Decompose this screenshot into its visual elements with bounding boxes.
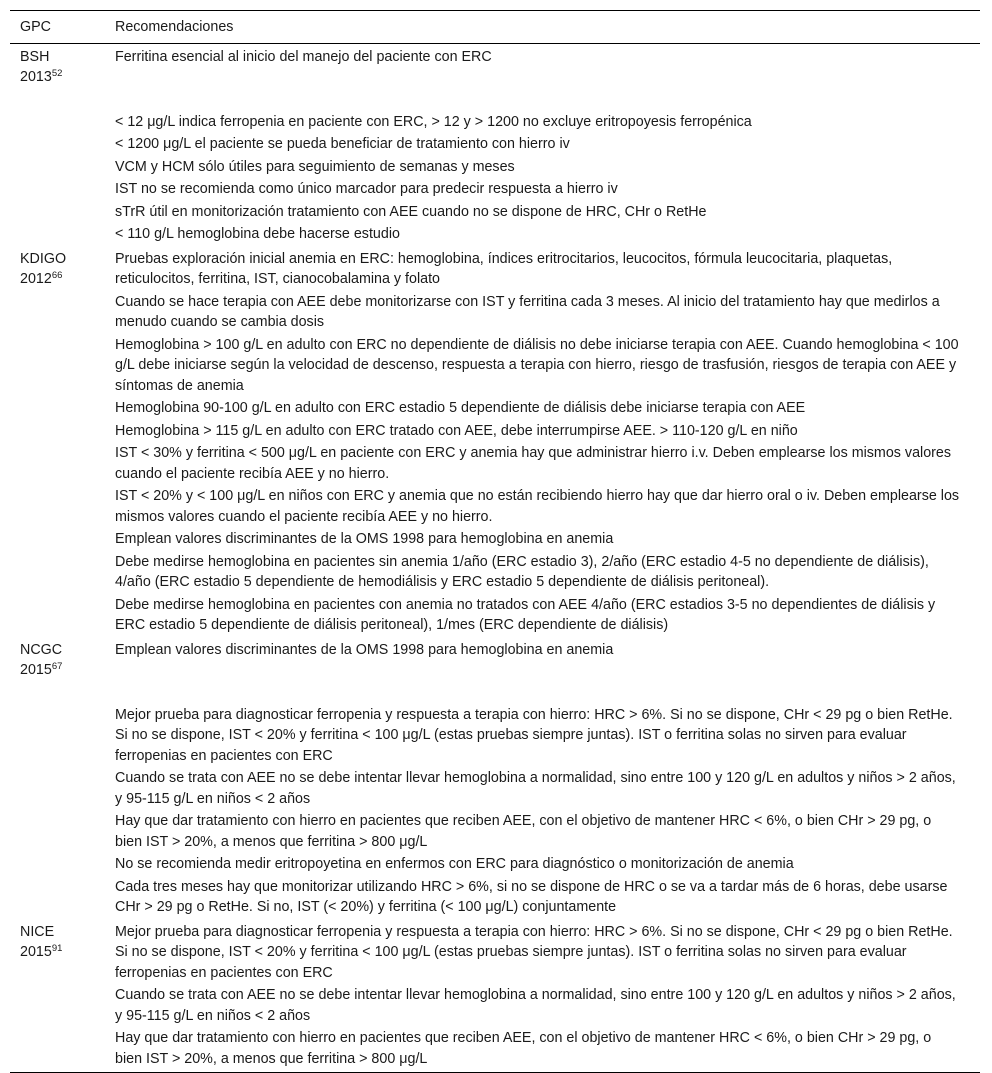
recommendation-text: Pruebas exploración inicial anemia en ERC: hemoglobina, índices eritrocitarios, leucocitos, fórmula leucocitaria, plaquetas, reticulocitos, ferritina, IST, cianocobalamina y folato	[115, 250, 893, 287]
table-row	[10, 43, 980, 89]
table-row	[10, 291, 980, 334]
gpc-cell	[10, 682, 115, 768]
recommendation-text: Cuando se hace terapia con AEE debe monitorizarse con IST y ferritina cada 3 meses. Al inicio del tratamiento hay que medirlos a menudo cuando se cambia dosis	[115, 293, 940, 330]
recommendation-text: Cuando se trata con AEE no se debe intentar llevar hemoglobina a normalidad, sino entre 100 y 120 g/L en adultos y niños > 2 años, y 95-115 g/L en niños < 2 años	[115, 770, 956, 807]
recommendation-text: Hemoglobina 90-100 g/L en adulto con ERC estadio 5 dependiente de diálisis debe iniciarse terapia con AEE	[115, 400, 806, 416]
table-row	[10, 528, 980, 551]
guideline-year: 2013	[20, 69, 52, 85]
gpc-cell	[10, 442, 115, 485]
gpc-cell	[10, 156, 115, 179]
gpc-cell	[10, 767, 115, 810]
gpc-cell	[10, 43, 115, 89]
recommendations-table-container	[10, 10, 980, 1073]
table-header	[10, 11, 980, 44]
guideline-reference: 66	[51, 270, 63, 281]
recommendation-text: Ferritina esencial al inicio del manejo del paciente con ERC	[115, 48, 492, 65]
table-row	[10, 594, 980, 637]
gpc-cell	[10, 420, 115, 443]
guideline-name: KDIGO	[20, 250, 67, 267]
table-row	[10, 420, 980, 443]
table-row	[10, 810, 980, 853]
guideline-name: BSH	[20, 48, 50, 65]
gpc-cell	[10, 334, 115, 398]
recommendation-text: Debe medirse hemoglobina en pacientes con anemia no tratados con AEE 4/año (ERC estadios 3-5 no dependientes de diálisis y ERC estadio 5 dependiente de diálisis peritoneal), 1/mes (ERC dependiente de diálisis)	[115, 596, 936, 633]
guideline-name: NICE	[20, 923, 55, 940]
gpc-cell	[10, 397, 115, 420]
gpc-cell	[10, 291, 115, 334]
recommendation-text: Hemoglobina > 100 g/L en adulto con ERC no dependiente de diálisis no debe iniciarse terapia con AEE. Cuando hemoglobina < 100 g/L debe iniciarse según la velocidad de descenso, respuesta a terapia con hierro, riesgo de trasfusión, riesgos de terapia con AEE y síntomas de anemia	[115, 336, 959, 394]
header-recomendaciones: Recomendaciones	[115, 11, 980, 44]
guideline-year: 2015	[20, 944, 52, 960]
guideline-reference: 91	[51, 943, 63, 954]
table-row	[10, 133, 980, 156]
recommendation-text: Hemoglobina > 115 g/L en adulto con ERC tratado con AEE, debe interrumpirse AEE. > 110-120 g/L en niño	[115, 422, 798, 439]
recommendation-text: Emplean valores discriminantes de la OMS 1998 para hemoglobina en anemia	[115, 531, 614, 547]
table-row	[10, 637, 980, 682]
gpc-cell	[10, 485, 115, 528]
gpc-cell	[10, 133, 115, 156]
recommendation-text: Cuando se trata con AEE no se debe intentar llevar hemoglobina a normalidad, sino entre 100 y 120 g/L en adultos y niños > 2 años, y 95-115 g/L en niños < 2 años	[115, 987, 956, 1024]
table-row	[10, 853, 980, 876]
gpc-cell	[10, 853, 115, 876]
recommendation-text: Mejor prueba para diagnosticar ferropenia y respuesta a terapia con hierro: HRC > 6%. Si no se dispone, CHr < 29 pg o bien RetHe. Si no se dispone, IST < 20% y ferritina < 100 μg/L (estas pruebas siempre juntas). IST o ferritina solas no sirven para evaluar ferropenias en pacientes con ERC	[115, 923, 953, 981]
gpc-cell	[10, 810, 115, 853]
recommendation-text: Hay que dar tratamiento con hierro en pacientes que reciben AEE, con el objetivo de mantener HRC < 6%, o bien CHr > 29 pg, o bien IST > 20%, a menos que ferritina > 800 μg/L	[115, 813, 932, 850]
table-row	[10, 201, 980, 224]
guideline-reference: 52	[51, 68, 63, 79]
table-row	[10, 767, 980, 810]
gpc-cell	[10, 551, 115, 594]
recommendation-text: Emplean valores discriminantes de la OMS 1998 para hemoglobina en anemia	[115, 641, 614, 658]
gpc-cell	[10, 984, 115, 1027]
recommendation-text: IST < 30% y ferritina < 500 μg/L en paciente con ERC y anemia hay que administrar hierro i.v. Deben emplearse los mismos valores cuando el paciente recibía AEE y no hierro.	[115, 445, 952, 482]
table-row	[10, 876, 980, 919]
guideline-reference: 67	[51, 661, 63, 672]
gpc-cell	[10, 178, 115, 201]
table-row	[10, 89, 980, 134]
gpc-cell	[10, 528, 115, 551]
table-row	[10, 682, 980, 768]
gpc-cell	[10, 1027, 115, 1073]
recommendation-text: Cada tres meses hay que monitorizar utilizando HRC > 6%, si no se dispone de HRC o se va a tardar más de 6 horas, debe usarse CHr > 29 pg o RetHe. Si no, IST (< 20%) y ferritina (< 100 μg/L) conjuntamente	[115, 878, 948, 915]
table-row	[10, 156, 980, 179]
header-gpc: GPC	[10, 11, 115, 44]
gpc-cell	[10, 223, 115, 246]
table-row	[10, 984, 980, 1027]
header-row	[10, 11, 980, 44]
table-row	[10, 178, 980, 201]
table-row	[10, 919, 980, 985]
recommendation-text: < 1200 μg/L el paciente se pueda beneficiar de tratamiento con hierro iv	[115, 136, 570, 152]
recommendations-table	[10, 10, 980, 1073]
gpc-cell	[10, 201, 115, 224]
recommendation-text: Hay que dar tratamiento con hierro en pacientes que reciben AEE, con el objetivo de mantener HRC < 6%, o bien CHr > 29 pg, o bien IST > 20%, a menos que ferritina > 800 μg/L	[115, 1027, 980, 1073]
recommendation-text: No se recomienda medir eritropoyetina en enfermos con ERC para diagnóstico o monitorización de anemia	[115, 856, 794, 872]
recommendation-text: Debe medirse hemoglobina en pacientes sin anemia 1/año (ERC estadio 3), 2/año (ERC estadio 4-5 no dependiente de diálisis), 4/año (ERC estadio 5 dependiente de hemodiálisis y ERC estadio 5 dependiente de diálisis peritoneal).	[115, 553, 929, 590]
table-row	[10, 223, 980, 246]
recommendation-text: sTrR útil en monitorización tratamiento con AEE cuando no se dispone de HRC, CHr o RetHe	[115, 203, 707, 220]
guideline-year: 2015	[20, 662, 52, 678]
gpc-cell	[10, 89, 115, 134]
table-row	[10, 551, 980, 594]
recommendation-text: IST no se recomienda como único marcador para predecir respuesta a hierro iv	[115, 181, 618, 197]
table-row	[10, 485, 980, 528]
gpc-cell	[10, 637, 115, 682]
recommendation-text: < 12 μg/L indica ferropenia en paciente con ERC, > 12 y > 1200 no excluye eritropoyesis ferropénica	[115, 113, 752, 130]
table-body	[10, 43, 980, 1073]
table-row	[10, 334, 980, 398]
recommendation-text: IST < 20% y < 100 μg/L en niños con ERC y anemia que no están recibiendo hierro hay que dar hierro oral o iv. Deben emplearse los mismos valores cuando el paciente recibía AEE y no hierro.	[115, 488, 960, 525]
table-row	[10, 442, 980, 485]
table-row	[10, 397, 980, 420]
table-row	[10, 246, 980, 291]
recommendation-text: < 110 g/L hemoglobina debe hacerse estudio	[115, 226, 400, 242]
guideline-year: 2012	[20, 271, 52, 287]
guideline-name: NCGC	[20, 641, 63, 658]
recommendation-text: Mejor prueba para diagnosticar ferropenia y respuesta a terapia con hierro: HRC > 6%. Si no se dispone, CHr < 29 pg o bien RetHe. Si no se dispone, IST < 20% y ferritina < 100 μg/L (estas pruebas siempre juntas). IST o ferritina solas no sirven para evaluar ferropenias en pacientes con ERC	[115, 706, 953, 764]
gpc-cell	[10, 876, 115, 919]
gpc-cell	[10, 594, 115, 637]
table-row	[10, 1027, 980, 1073]
recommendation-text: VCM y HCM sólo útiles para seguimiento de semanas y meses	[115, 158, 515, 175]
gpc-cell	[10, 246, 115, 291]
gpc-cell	[10, 919, 115, 985]
